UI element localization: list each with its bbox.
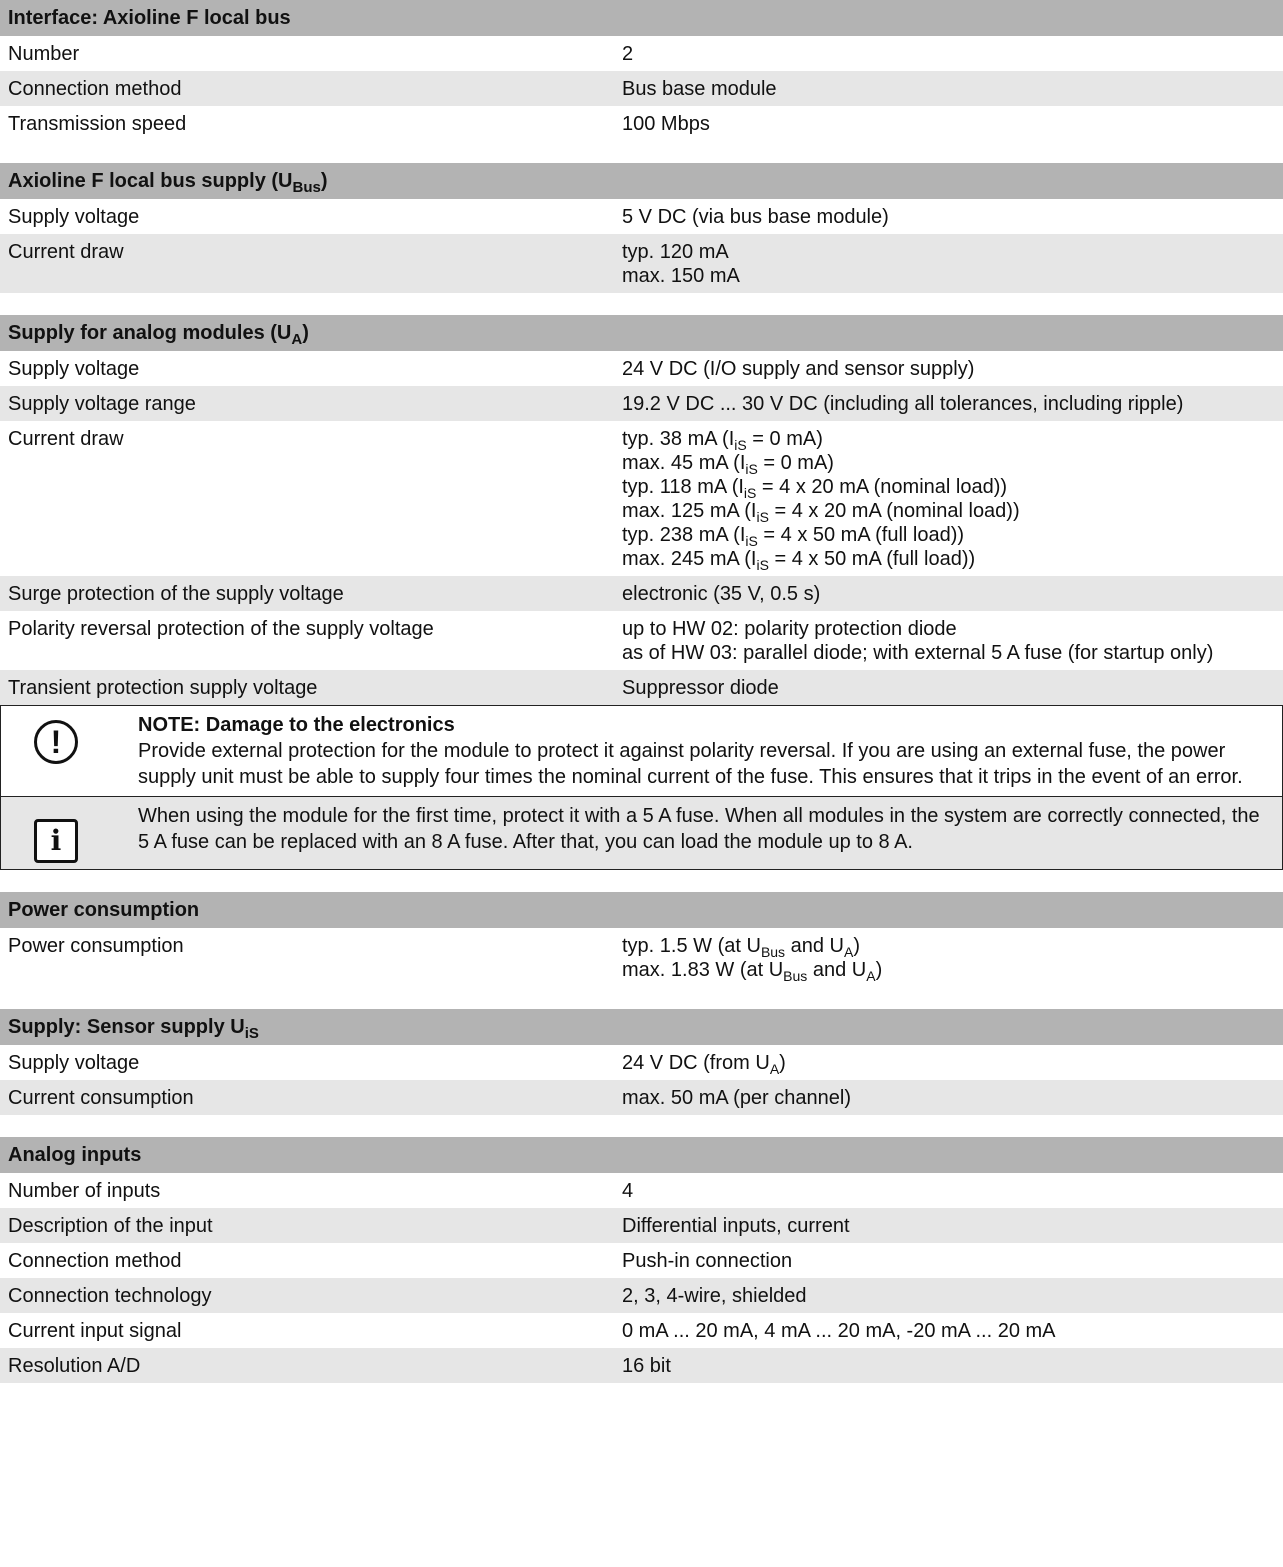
table-row — [0, 106, 1283, 141]
notice-box — [0, 705, 1283, 870]
row-label: Resolution A/D — [0, 1348, 622, 1383]
row-label: Connection technology — [0, 1278, 622, 1313]
row-value: 4 — [622, 1180, 634, 1202]
row-value — [622, 928, 1283, 987]
section-analog-supply — [0, 315, 1283, 870]
table-row — [0, 386, 1283, 421]
value-line: max. 150 mA — [622, 265, 740, 287]
row-label: Number — [8, 43, 80, 65]
section-power-consumption — [0, 892, 1283, 987]
row-value: 100 Mbps — [622, 113, 710, 135]
row-value: electronic (35 V, 0.5 s) — [622, 576, 1283, 611]
row-value: Bus base module — [622, 71, 1283, 106]
row-value — [622, 611, 1283, 670]
header-text: Axioline F local bus supply (U — [8, 170, 293, 192]
header-subscript: A — [291, 331, 303, 348]
row-value: 24 V DC (from $U_A$) — [622, 1052, 786, 1077]
table-row — [0, 1278, 1283, 1313]
value-line: as of HW 03: parallel diode; with external 5 A fuse (for startup only) — [622, 642, 1214, 664]
table-row — [0, 1208, 1283, 1243]
table-row — [0, 611, 1283, 670]
section-header: Analog inputs — [0, 1137, 1283, 1173]
section-header — [0, 163, 1283, 199]
row-label: Current draw — [0, 234, 622, 293]
row-value: 2 — [622, 43, 634, 65]
row-label: Connection method — [8, 1250, 182, 1272]
row-value: Suppressor diode — [622, 670, 1283, 705]
section-analog-inputs — [0, 1137, 1283, 1383]
section-local-bus — [0, 0, 1283, 141]
row-value: 16 bit — [622, 1348, 1283, 1383]
row-value: 5 V DC (via bus base module) — [622, 206, 889, 228]
header-subscript: iS — [244, 1025, 259, 1042]
section-header: Power consumption — [0, 892, 1283, 928]
row-label: Transmission speed — [8, 113, 187, 135]
value-line: max. 125 mA ($I_{iS} = 4$ x 20 mA (nominal load)) — [622, 500, 1020, 525]
row-label: Supply voltage — [8, 206, 140, 228]
section-header: Interface: Axioline F local bus — [0, 0, 1283, 36]
table-row — [0, 234, 1283, 293]
info-note — [1, 796, 1282, 870]
row-label: Number of inputs — [8, 1180, 161, 1202]
table-row — [0, 1080, 1283, 1115]
row-value: Differential inputs, current — [622, 1208, 1283, 1243]
note-title: NOTE: Damage to the electronics — [138, 714, 455, 736]
row-value: 24 V DC (I/O supply and sensor supply) — [622, 358, 975, 380]
row-label: Supply voltage range — [0, 386, 622, 421]
value-line: typ. 120 mA — [622, 241, 729, 263]
table-row — [0, 1348, 1283, 1383]
exclamation-circle-icon: ! — [34, 720, 78, 764]
table-row — [0, 1313, 1283, 1348]
header-subscript: Bus — [292, 179, 321, 196]
value-line: max. 1.83 W (at $U_{Bus}$ and $U_A$) — [622, 959, 883, 984]
info-icon: i — [34, 819, 78, 863]
header-text: ) — [320, 170, 328, 192]
table-row — [0, 576, 1283, 611]
row-value: Push-in connection — [622, 1250, 793, 1272]
note-text: Provide external protection for the module to protect it against polarity reversal. If you are using an external fuse, the power supply unit must be able to supply four times the nominal current of the fuse. This ensures that it trips in the event of an error. — [138, 740, 1243, 788]
section-sensor-supply — [0, 1009, 1283, 1115]
table-row — [0, 1173, 1283, 1208]
row-value: 0 mA ... 20 mA, 4 mA ... 20 mA, -20 mA ... 20 mA — [622, 1320, 1056, 1342]
table-row — [0, 1045, 1283, 1080]
section-header — [0, 1009, 1283, 1045]
header-text: Supply for analog modules (U — [8, 322, 292, 344]
warning-note — [1, 705, 1282, 796]
row-label: Power consumption — [8, 935, 184, 957]
table-row — [0, 421, 1283, 576]
row-label: Description of the input — [0, 1208, 622, 1243]
row-label: Current consumption — [0, 1080, 622, 1115]
row-value: max. 50 mA (per channel) — [622, 1080, 1283, 1115]
info-text: When using the module for the first time, protect it with a 5 A fuse. When all modules in the system are correctly connected, the 5 A fuse can be replaced with an 8 A fuse. After that, you can load the module up to 8 A. — [138, 805, 1260, 853]
row-value — [622, 421, 1283, 576]
table-row — [0, 670, 1283, 705]
row-label: Current draw — [8, 428, 124, 450]
header-text: ) — [302, 322, 309, 344]
row-label: Supply voltage — [8, 1052, 140, 1074]
table-row — [0, 351, 1283, 386]
table-row — [0, 1243, 1283, 1278]
value-line: typ. 1.5 W (at $U_{Bus}$ and $U_A$) — [622, 935, 861, 960]
table-row — [0, 199, 1283, 234]
value-line: up to HW 02: polarity protection diode — [622, 618, 957, 640]
row-value: 19.2 V DC ... 30 V DC (including all tolerances, including ripple) — [622, 386, 1283, 421]
row-value: 2, 3, 4-wire, shielded — [622, 1278, 1283, 1313]
row-label: Connection method — [0, 71, 622, 106]
header-text: Supply: Sensor supply U — [8, 1016, 245, 1038]
value-line: max. 45 mA ($I_{iS} = 0$ mA) — [622, 452, 834, 477]
value-line: typ. 238 mA ($I_{iS} = 4$ x 50 mA (full load)) — [622, 524, 965, 549]
row-label: Transient protection supply voltage — [0, 670, 622, 705]
table-row — [0, 928, 1283, 987]
row-label: Surge protection of the supply voltage — [0, 576, 622, 611]
row-label: Current input signal — [8, 1320, 182, 1342]
row-label: Supply voltage — [8, 358, 140, 380]
section-bus-supply — [0, 163, 1283, 293]
table-row — [0, 36, 1283, 71]
table-row — [0, 71, 1283, 106]
row-label: Polarity reversal protection of the supply voltage — [8, 618, 434, 640]
section-header — [0, 315, 1283, 351]
value-line: typ. 38 mA ($I_{iS} = 0$ mA) — [622, 428, 823, 453]
value-line: max. 245 mA ($I_{iS} = 4$ x 50 mA (full load)) — [622, 548, 976, 573]
row-value — [622, 234, 1283, 293]
value-line: typ. 118 mA ($I_{iS} = 4$ x 20 mA (nominal load)) — [622, 476, 1008, 501]
